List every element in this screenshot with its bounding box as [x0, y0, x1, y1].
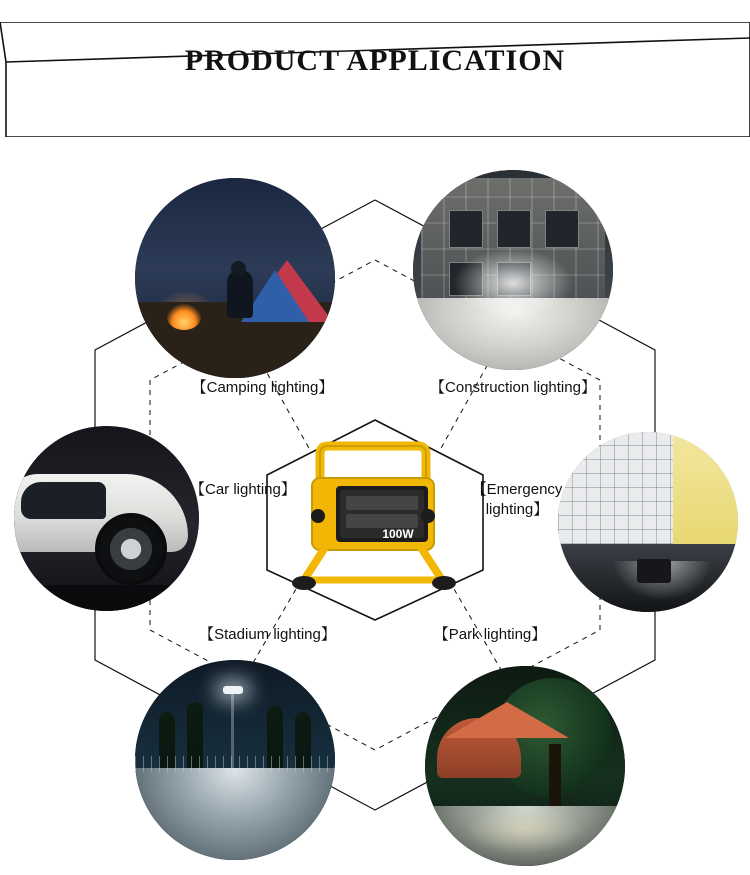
car-window: [21, 482, 106, 519]
emergency-scene: [558, 432, 738, 612]
campfire-icon: [167, 304, 201, 330]
car-wheel: [95, 513, 167, 585]
window: [497, 210, 531, 248]
page-title: PRODUCT APPLICATION: [184, 44, 566, 77]
node-image-park[interactable]: [425, 666, 625, 866]
yellow-wall-panel: [673, 432, 738, 544]
park-scene: [425, 666, 625, 866]
node-image-construction[interactable]: [413, 170, 613, 370]
header-banner-shape: [0, 22, 750, 137]
application-diagram: [0, 150, 750, 860]
stadium-scene: [135, 660, 335, 860]
node-label-construction: 【Construction lighting】: [430, 379, 596, 396]
camper-figure: [227, 270, 253, 318]
node-label-park: 【Park lighting】: [433, 626, 547, 643]
header-banner: [0, 22, 750, 137]
node-image-car[interactable]: [14, 426, 199, 611]
node-label-car: 【Car lighting】: [190, 481, 296, 498]
window: [545, 210, 579, 248]
node-label-stadium: 【Stadium lighting】: [199, 626, 336, 643]
pavilion-roof: [445, 702, 569, 738]
camping-scene: [135, 178, 335, 378]
window: [449, 210, 483, 248]
car-scene: [14, 426, 199, 611]
road-surface: [14, 585, 199, 611]
node-label-camping: 【Camping lighting】: [191, 379, 334, 396]
flood-light-illustration: [268, 420, 483, 610]
camper-head: [231, 261, 246, 276]
sports-court: [135, 768, 335, 860]
wattage-label: 100W: [382, 527, 414, 541]
node-image-emergency[interactable]: [558, 432, 738, 612]
park-light-glow: [465, 804, 585, 854]
work-light-glow: [453, 248, 573, 318]
node-image-stadium[interactable]: [135, 660, 335, 860]
node-image-camping[interactable]: [135, 178, 335, 378]
node-label-emergency: 【Emergency lighting】: [471, 481, 563, 518]
court-fence: [135, 756, 335, 772]
construction-scene: [413, 170, 613, 370]
emergency-lamp-icon: [637, 559, 671, 583]
center-product[interactable]: [268, 420, 483, 610]
stadium-lamp-icon: [223, 686, 243, 694]
